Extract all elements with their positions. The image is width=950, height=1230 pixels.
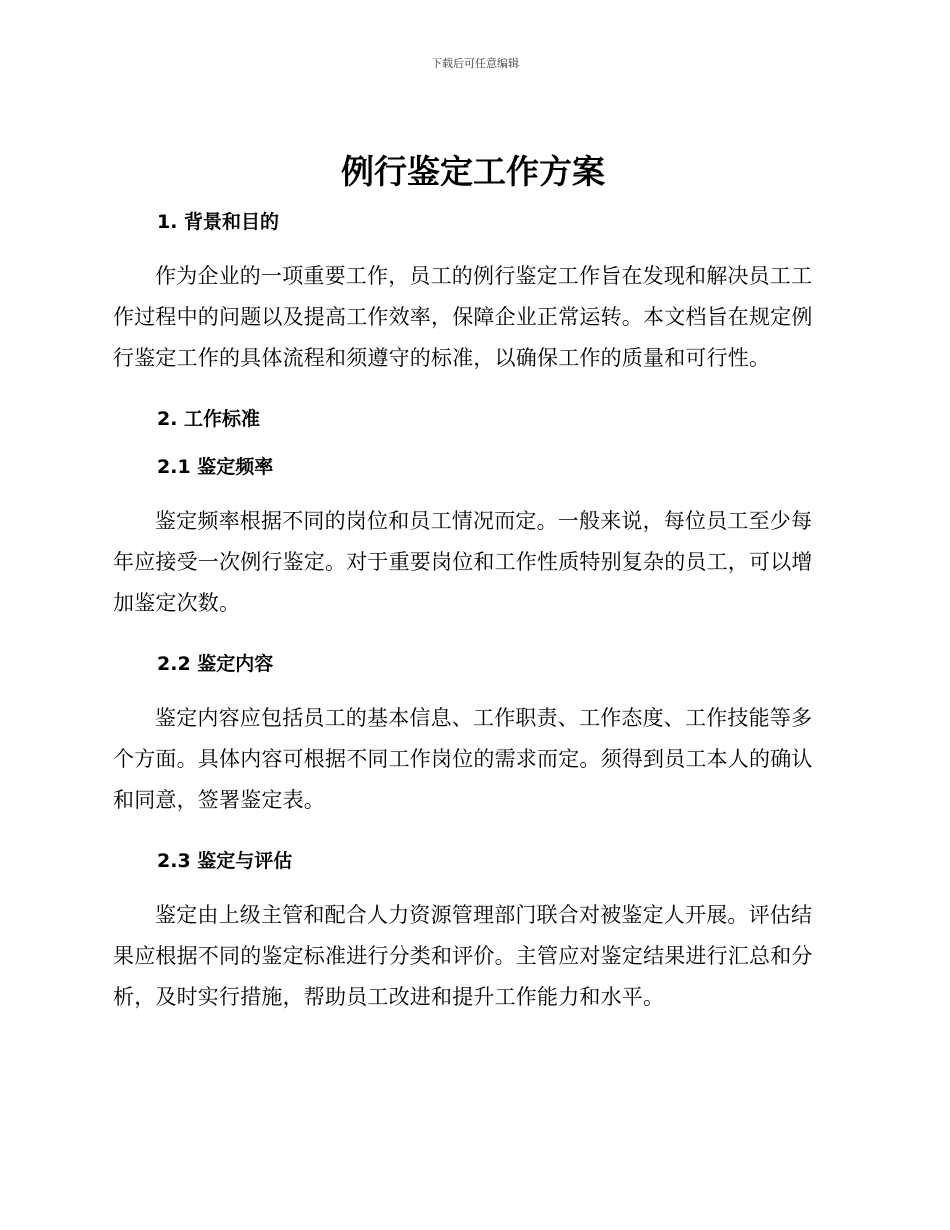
subsection-heading-evaluation: 2.3 鉴定与评估 [157, 850, 293, 872]
subsection-heading-frequency: 2.1 鉴定频率 [157, 456, 274, 478]
document-body [113, 148, 833, 1018]
page-header-note: 下载后可任意编辑 [431, 57, 519, 70]
subsection-paragraph-frequency: 鉴定频率根据不同的岗位和员工情况而定。一般来说，每位员工至少每年应接受一次例行鉴定。对于重要岗位和工作性质特别复杂的员工，可以增加鉴定次数。 [113, 509, 813, 615]
section-heading-background: 1. 背景和目的 [157, 211, 280, 233]
document-title: 例行鉴定工作方案 [341, 152, 605, 191]
section-paragraph-background: 作为企业的一项重要工作，员工的例行鉴定工作旨在发现和解决员工工作过程中的问题以及提高工作效率，保障企业正常运转。本文档旨在规定例行鉴定工作的具体流程和须遵守的标准，以确保工作的质量和可行性。 [113, 264, 813, 370]
section-heading-work-standards: 2. 工作标准 [157, 408, 261, 430]
subsection-heading-content: 2.2 鉴定内容 [157, 653, 274, 675]
subsection-paragraph-evaluation: 鉴定由上级主管和配合人力资源管理部门联合对被鉴定人开展。评估结果应根据不同的鉴定标准进行分类和评价。主管应对鉴定结果进行汇总和分析，及时实行措施，帮助员工改进和提升工作能力和水平。 [113, 903, 813, 1009]
subsection-paragraph-content: 鉴定内容应包括员工的基本信息、工作职责、工作态度、工作技能等多个方面。具体内容可根据不同工作岗位的需求而定。须得到员工本人的确认和同意，签署鉴定表。 [113, 706, 813, 812]
